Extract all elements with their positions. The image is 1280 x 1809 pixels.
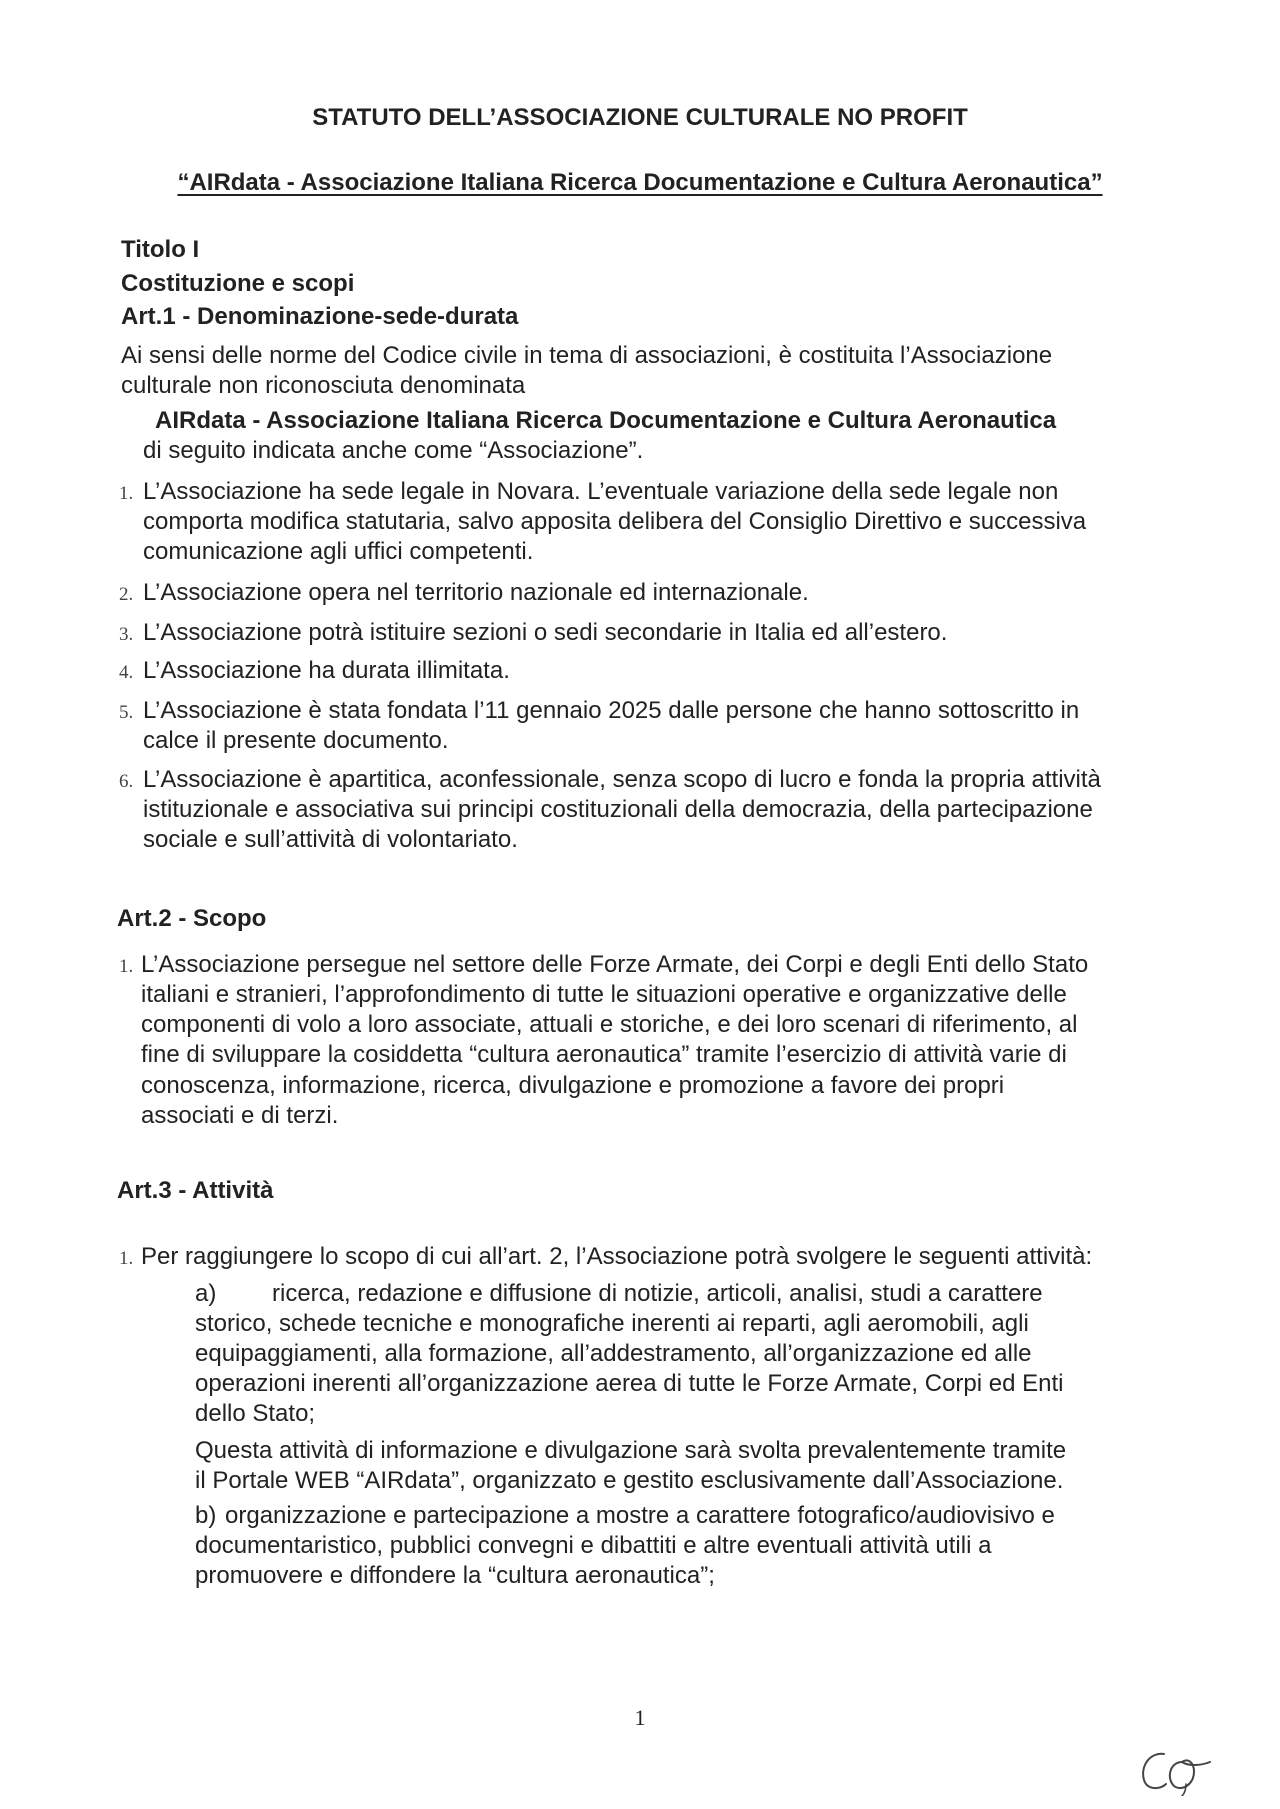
handwritten-initials [1136,1744,1216,1796]
list-number: 1. [119,483,134,504]
sub-item-line: storico, schede tecniche e monografiche inerenti ai reparti, agli aeromobili, agli [195,1310,1029,1337]
page-number: 1 [634,1705,646,1730]
list-number: 2. [119,584,134,605]
title-name: Costituzione e scopi [121,270,355,297]
list-item-line: Per raggiungere lo scopo di cui all’art. 2, l’Associazione potrà svolgere le seguenti attività: [141,1243,1093,1270]
list-number: 1. [119,956,134,977]
art1-intro-line: culturale non riconosciuta denominata [121,372,526,399]
info-line: il Portale WEB “AIRdata”, organizzato e gestito esclusivamente dall’Associazione. [195,1467,1064,1494]
sub-item-label: b) [195,1502,217,1529]
list-number: 5. [119,702,134,723]
list-number: 6. [119,771,134,792]
association-name-note: di seguito indicata anche come “Associazione”. [143,437,644,464]
sub-item-line: organizzazione e partecipazione a mostre a carattere fotografico/audiovisivo e [225,1502,1055,1529]
list-number: 3. [119,624,134,645]
title-label: Titolo I [121,236,200,263]
sub-item-line: equipaggiamenti, alla formazione, all’addestramento, all’organizzazione ed alle [195,1340,1032,1367]
list-item-line: L’Associazione è stata fondata l’11 gennaio 2025 dalle persone che hanno sottoscritto in [143,697,1080,724]
list-number: 1. [119,1248,134,1269]
list-item-line: conoscenza, informazione, ricerca, divulgazione e promozione a favore dei propri [141,1072,1005,1099]
list-item-line: L’Associazione potrà istituire sezioni o sedi secondarie in Italia ed all’estero. [143,619,948,646]
info-line: Questa attività di informazione e divulgazione sarà svolta prevalentemente tramite [195,1437,1067,1464]
art2-heading: Art.2 - Scopo [117,905,267,932]
list-item-line: L’Associazione ha durata illimitata. [143,657,510,684]
list-item-line: comunicazione agli uffici competenti. [143,538,534,565]
sub-item-line: promuovere e diffondere la “cultura aeronautica”; [195,1562,715,1589]
list-item-line: italiani e stranieri, l’approfondimento di tutte le situazioni operative e organizzative delle [141,981,1067,1008]
association-name: AIRdata - Associazione Italiana Ricerca Documentazione e Cultura Aeronautica [155,407,1057,434]
art3-heading: Art.3 - Attività [117,1177,274,1204]
list-item-line: L’Associazione opera nel territorio nazionale ed internazionale. [143,579,809,606]
list-item-line: fine di sviluppare la cosiddetta “cultura aeronautica” tramite l’esercizio di attività varie di [141,1041,1067,1068]
sub-item-line: ricerca, redazione e diffusione di notizie, articoli, analisi, studi a carattere [272,1280,1043,1307]
sub-item-line: documentaristico, pubblici convegni e dibattiti e altre eventuali attività utili a [195,1532,992,1559]
art1-intro-line: Ai sensi delle norme del Codice civile in tema di associazioni, è costituita l’Associazione [121,342,1053,369]
list-item-line: L’Associazione persegue nel settore delle Forze Armate, dei Corpi e degli Enti dello Stato [141,951,1089,978]
list-item-line: sociale e sull’attività di volontariato. [143,826,518,853]
list-item-line: calce il presente documento. [143,727,449,754]
art1-heading: Art.1 - Denominazione-sede-durata [121,303,519,330]
document-subtitle: “AIRdata - Associazione Italiana Ricerca Documentazione e Cultura Aeronautica” [177,169,1103,196]
list-number: 4. [119,662,134,683]
list-item-line: istituzionale e associativa sui principi costituzionali della democrazia, della partecipazione [143,796,1093,823]
sub-item-label: a) [195,1280,217,1307]
list-item-line: L’Associazione è apartitica, aconfessionale, senza scopo di lucro e fonda la propria attività [143,766,1101,793]
sub-item-line: dello Stato; [195,1400,316,1427]
list-item-line: associati e di terzi. [141,1102,339,1129]
sub-item-line: operazioni inerenti all’organizzazione aerea di tutte le Forze Armate, Corpi ed Enti [195,1370,1064,1397]
list-item-line: L’Associazione ha sede legale in Novara. L’eventuale variazione della sede legale non [143,478,1059,505]
list-item-line: componenti di volo a loro associate, attuali e storiche, e dei loro scenari di riferimento, al [141,1011,1078,1038]
list-item-line: comporta modifica statutaria, salvo apposita delibera del Consiglio Direttivo e successiva [143,508,1087,535]
document-title: STATUTO DELL’ASSOCIAZIONE CULTURALE NO PROFIT [312,104,968,131]
